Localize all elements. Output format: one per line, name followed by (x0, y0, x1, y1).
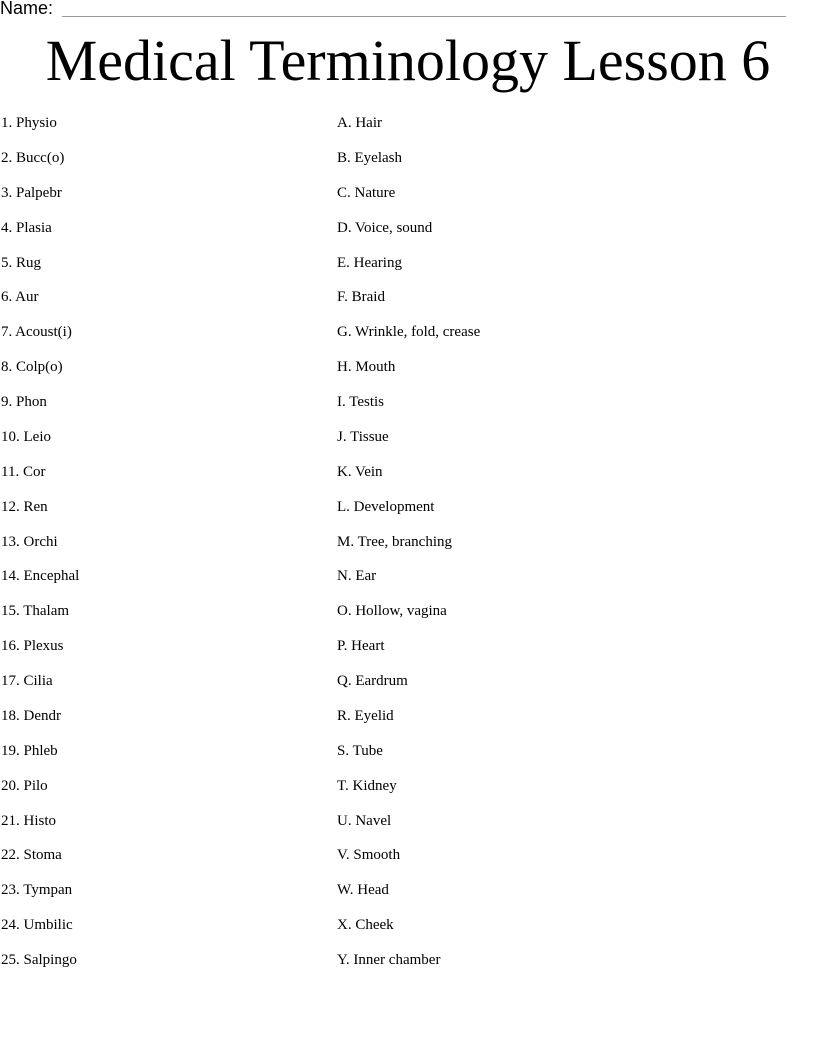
term-text: 10. Leio (1, 428, 51, 445)
term-text: 25. Salpingo (1, 952, 77, 968)
definition-text: Q. Eardrum (337, 673, 408, 689)
definition-text: M. Tree, branching (337, 533, 452, 550)
definition-text: J. Tissue (337, 428, 389, 445)
list-item (0, 462, 816, 497)
name-label: Name: (0, 0, 54, 18)
term-text: 21. Histo (1, 812, 57, 829)
list-item (0, 566, 816, 601)
definition-text: S. Tube (337, 742, 383, 759)
definition-text: I. Testis (337, 394, 385, 410)
name-line (62, 16, 786, 17)
definition-text: L. Development (337, 498, 435, 515)
definition-text: W. Head (337, 882, 389, 899)
term-text: 22. Stoma (1, 847, 62, 864)
term-text: 11. Cor (1, 463, 46, 480)
list-item (0, 950, 816, 985)
list-item (0, 741, 816, 776)
definition-text: N. Ear (337, 568, 377, 585)
list-item (0, 148, 816, 183)
term-text: 16. Plexus (1, 638, 64, 655)
list-item (0, 253, 816, 288)
list-item (0, 636, 816, 671)
definition-text: K. Vein (337, 463, 383, 480)
term-text: 15. Thalam (1, 603, 70, 620)
term-text: 8. Colp(o) (1, 359, 63, 376)
list-item (0, 218, 816, 253)
term-text: 24. Umbilic (1, 917, 73, 934)
definition-text: C. Nature (337, 184, 396, 201)
term-text: 2. Bucc(o) (1, 149, 65, 166)
term-text: 19. Phleb (1, 742, 58, 759)
matching-list (0, 113, 816, 985)
definition-text: U. Navel (337, 812, 392, 829)
term-text: 5. Rug (1, 254, 42, 271)
term-text: 13. Orchi (1, 533, 58, 550)
definition-text: O. Hollow, vagina (337, 603, 447, 620)
definition-text: T. Kidney (337, 777, 397, 794)
term-text: 1. Physio (1, 115, 57, 131)
list-item (0, 497, 816, 532)
term-text: 20. Pilo (1, 777, 48, 794)
list-item (0, 183, 816, 218)
list-item (0, 322, 816, 357)
page-title: Medical Terminology Lesson 6 (45, 28, 771, 93)
definition-text: B. Eyelash (337, 149, 402, 166)
list-item (0, 880, 816, 915)
list-item (0, 915, 816, 950)
name-row (0, 0, 786, 20)
definition-text: R. Eyelid (337, 707, 394, 724)
list-item (0, 392, 816, 427)
term-text: 18. Dendr (1, 707, 61, 724)
definition-text: V. Smooth (337, 847, 401, 864)
term-text: 4. Plasia (1, 219, 52, 236)
list-item (0, 532, 816, 567)
term-text: 6. Aur (1, 289, 39, 306)
list-item (0, 287, 816, 322)
list-item (0, 601, 816, 636)
list-item (0, 113, 816, 148)
term-text: 12. Ren (1, 498, 48, 515)
definition-text: H. Mouth (337, 359, 396, 376)
term-text: 17. Cilia (1, 673, 53, 689)
list-item (0, 776, 816, 811)
list-item (0, 811, 816, 846)
definition-text: A. Hair (337, 115, 382, 131)
list-item (0, 427, 816, 462)
definition-text: P. Heart (337, 638, 385, 655)
definition-text: X. Cheek (337, 917, 394, 934)
term-text: 7. Acoust(i) (1, 324, 72, 341)
definition-text: F. Braid (337, 289, 385, 306)
definition-text: G. Wrinkle, fold, crease (337, 324, 481, 341)
term-text: 23. Tympan (1, 882, 73, 899)
definition-text: Y. Inner chamber (337, 952, 441, 968)
term-text: 3. Palpebr (1, 184, 62, 201)
list-item (0, 357, 816, 392)
list-item (0, 671, 816, 706)
term-text: 14. Encephal (1, 568, 80, 585)
list-item (0, 845, 816, 880)
term-text: 9. Phon (1, 394, 47, 410)
definition-text: E. Hearing (337, 254, 402, 271)
definition-text: D. Voice, sound (337, 219, 433, 236)
list-item (0, 706, 816, 741)
